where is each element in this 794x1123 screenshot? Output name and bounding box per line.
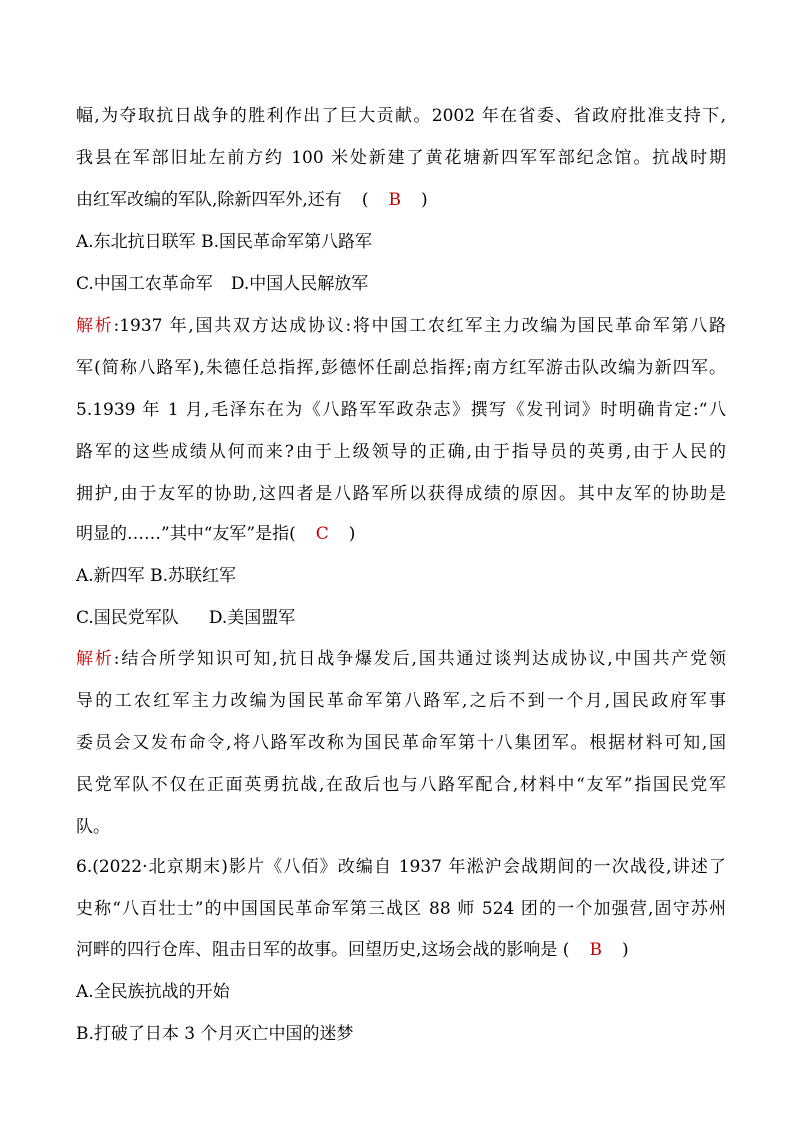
q5-analysis-line-4: 民党军队不仅在正面英勇抗战,在敌后也与八路军配合,材料中“友军”指国民党军 bbox=[76, 775, 726, 795]
q4-options-ab bbox=[76, 227, 726, 257]
q5-analysis-line-3: 委员会又发布命令,将八路军改称为国民革命军第十八集团军。根据材料可知,国 bbox=[76, 733, 726, 753]
q5-options-ab bbox=[76, 561, 726, 591]
q5-stem-line-2: 路军的这些成绩从何而来?由于上级领导的正确,由于指导员的英勇,由于人民的 bbox=[76, 442, 726, 462]
q4-analysis-text-1: :1937 年,国共双方达成协议:将中国工农红军主力改编为国民革命军第八路 bbox=[113, 316, 726, 336]
q6-option-b: B.打破了日本 3 个月灭亡中国的迷梦 bbox=[76, 1024, 354, 1044]
q4-analysis-label: 解析 bbox=[76, 316, 114, 336]
q5-option-a: A.新四军 bbox=[76, 566, 145, 586]
q4-paren-close: ) bbox=[420, 190, 428, 210]
q5-stem-line-1: 5.1939 年 1 月,毛泽东在为《八路军军政杂志》撰写《发刊词》时明确肯定:“八 bbox=[76, 400, 726, 420]
q5-analysis-text-1: :结合所学知识可知,抗日战争爆发后,国共通过谈判达成协议,中国共产党领 bbox=[113, 649, 726, 669]
q5-options-cd bbox=[76, 603, 726, 633]
q5-paren-close: ) bbox=[348, 524, 356, 544]
q5-stem-line-4 bbox=[76, 519, 726, 549]
q4-options-cd bbox=[76, 269, 726, 299]
q6-answer: B bbox=[589, 940, 602, 960]
q5-stem-line-3: 拥护,由于友军的协助,这四者是八路军所以获得成绩的原因。其中友军的协助是 bbox=[76, 484, 726, 504]
q4-option-b: B.国民革命军第八路军 bbox=[201, 232, 372, 252]
q4-option-c: C.中国工农革命军 bbox=[76, 274, 213, 294]
q4-option-a: A.东北抗日联军 bbox=[76, 232, 196, 252]
q5-analysis-label: 解析 bbox=[76, 649, 114, 669]
q6-option-a: A.全民族抗战的开始 bbox=[76, 982, 230, 1002]
q4-stem-text: 由红军改编的军队,除新四军外,还有 bbox=[76, 190, 342, 210]
q4-paren-open: ( bbox=[361, 190, 369, 210]
q6-stem-line-3 bbox=[76, 935, 726, 965]
q5-option-c: C.国民党军队 bbox=[76, 608, 179, 628]
q5-analysis-line-2: 导的工农红军主力改编为国民革命军第八路军,之后不到一个月,国民政府军事 bbox=[76, 691, 726, 711]
q5-analysis-line-1 bbox=[76, 644, 726, 674]
q5-answer: C bbox=[315, 524, 329, 544]
q4-stem-line-2: 我县在军部旧址左前方约 100 米处新建了黄花塘新四军军部纪念馆。抗战时期 bbox=[76, 148, 726, 168]
q4-option-d: D.中国人民解放军 bbox=[230, 274, 369, 294]
q6-stem-line-1: 6.(2022·北京期末)影片《八佰》改编自 1937 年淞沪会战期间的一次战役,讲述了 bbox=[76, 857, 726, 877]
q4-analysis-line-2: 军(简称八路军),朱德任总指挥,彭德怀任副总指挥;南方红军游击队改编为新四军。 bbox=[76, 358, 726, 378]
q4-stem-line-3 bbox=[76, 185, 726, 215]
q6-paren-close: ) bbox=[621, 940, 629, 960]
q5-stem-text: 明显的……”其中“友军”是指( bbox=[76, 524, 296, 544]
q6-stem-line-2: 史称“八百壮士”的中国国民革命军第三战区 88 师 524 团的一个加强营,固守苏州 bbox=[76, 899, 726, 919]
q4-analysis-line-1 bbox=[76, 311, 726, 341]
q5-analysis-line-5: 队。 bbox=[76, 817, 110, 837]
q4-answer: B bbox=[388, 190, 401, 210]
q6-stem-text: 河畔的四行仓库、阻击日军的故事。回望历史,这场会战的影响是 ( bbox=[76, 940, 570, 960]
q5-option-d: D.美国盟军 bbox=[208, 608, 296, 628]
q4-stem-line-1: 幅,为夺取抗日战争的胜利作出了巨大贡献。2002 年在省委、省政府批准支持下, bbox=[76, 106, 726, 126]
q5-option-b: B.苏联红军 bbox=[150, 566, 236, 586]
